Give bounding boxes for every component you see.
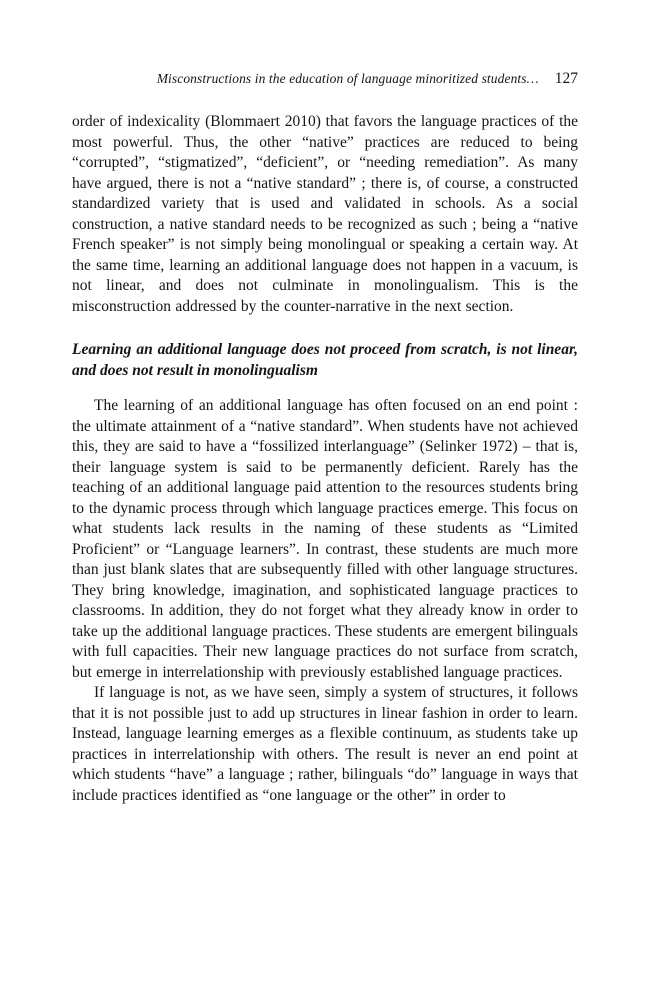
page-header: [72, 70, 578, 88]
body-paragraph: The learning of an additional language has often focused on an end point : the ultimate attainment of a “native standard”. When students have not achieved this, they are said to have a “fossilized interlanguage” (Selinker 1972) – that is, their language system is said to be permanently deficient. Rarely has the teaching of an additional language paid attention to the resources students bring to the dynamic process through which language practices emerge. This focus on what students lack results in the naming of these students as “Limited Proficient” or “Language learners”. In contrast, these students are much more than just blank slates that are subsequently filled with other language structures. They bring knowledge, imagination, and sophisticated language practices to classrooms. In addition, they do not forget what they already know in order to take up the additional language practices. These students are emergent bilinguals with full capacities. Their new language practices do not surface from scratch, but emerge in interrelationship with previously established language practices.: [72, 397, 578, 681]
running-head: Misconstructions in the education of language minoritized students…: [156, 71, 539, 86]
body-paragraph: If language is not, as we have seen, simply a system of structures, it follows that it is not possible just to add up structures in linear fashion in order to learn. Instead, language learning emerges as a flexible continuum, as students take up practices in interrelationship with others. The result is never an end point at which students “have” a language ; rather, bilinguals “do” language in ways that include practices identified as “one language or the other” in order to: [72, 684, 578, 804]
page-number: 127: [554, 70, 578, 87]
section-heading: Learning an additional language does not proceed from scratch, is not linear, and does not result in monolingualism: [72, 341, 578, 379]
body-paragraph-continuation: order of indexicality (Blommaert 2010) that favors the language practices of the most powerful. Thus, the other “native” practices are reduced to being “corrupted”, “stigmatized”, “deficient”, or “needing remediation”. As many have argued, there is not a “native standard” ; there is, of course, a constructed standardized variety that is used and validated in schools. As a social construction, a native standard needs to be recognized as such ; being a “native French speaker” is not simply being monolingual or speaking a certain way. At the same time, learning an additional language does not happen in a vacuum, is not linear, and does not culminate in monolingualism. This is the misconstruction addressed by the counter-narrative in the next section.: [72, 113, 578, 315]
